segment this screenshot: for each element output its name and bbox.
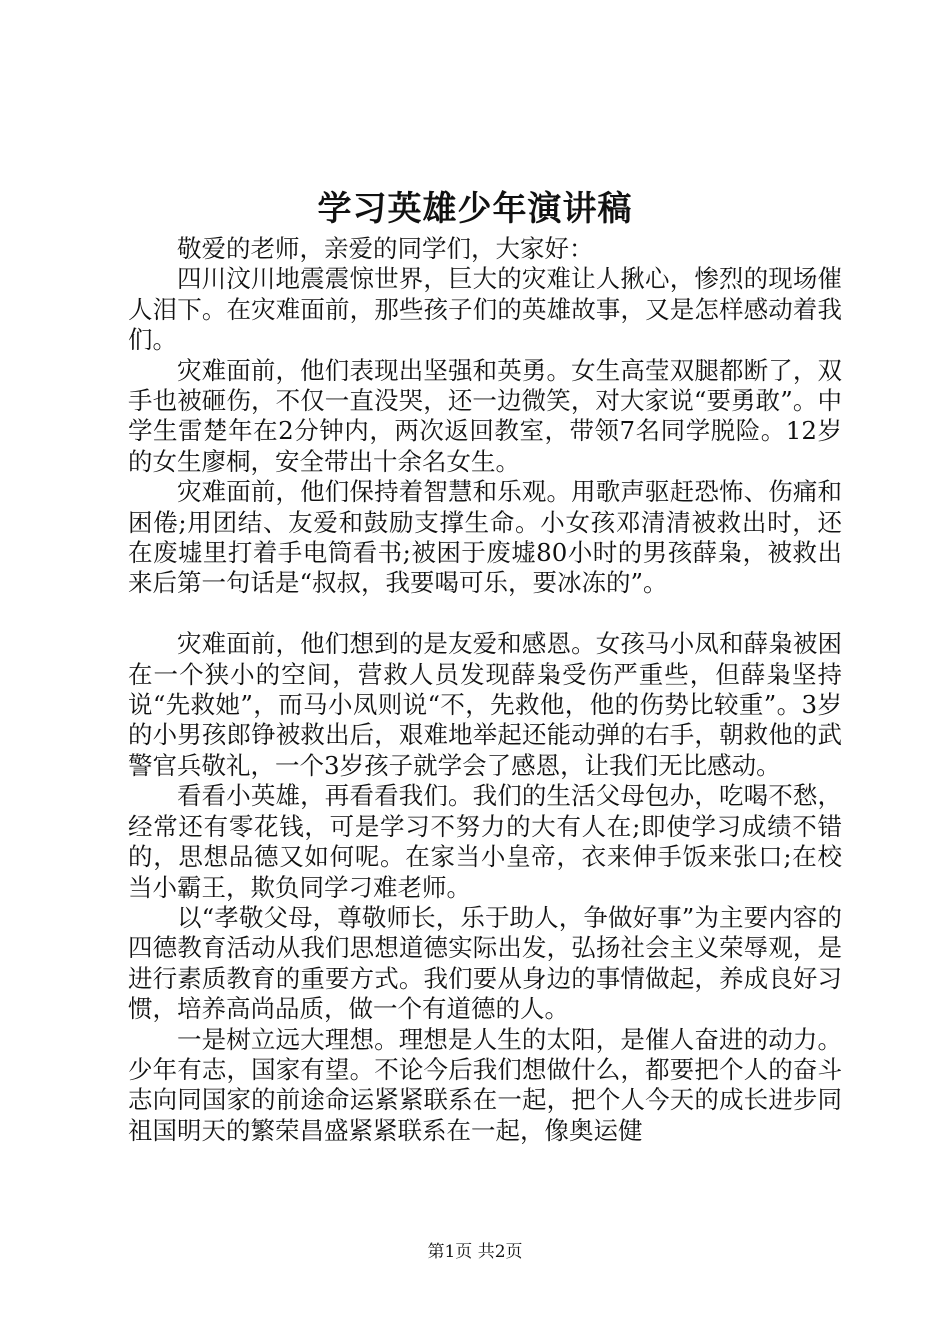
- document-body: [128, 234, 842, 1146]
- document-title: 学习英雄少年演讲稿: [317, 189, 633, 229]
- paragraph-ideals: 一是树立远大理想。理想是人生的太阳，是催人奋进的动力。少年有志，国家有望。不论今后我们想做什么，都要把个人的奋斗志向同国家的前途命运紧紧联系在一起，把个人今天的成长进步同祖国明天的繁荣昌盛紧紧联系在一起，像奥运健: [128, 1024, 842, 1145]
- paragraph-earthquake: 四川汶川地震震惊世界，巨大的灾难让人揪心，惨烈的现场催人泪下。在灾难面前，那些孩子们的英雄故事，又是怎样感动着我们。: [128, 264, 842, 355]
- paragraph-wisdom: 灾难面前，他们保持着智慧和乐观。用歌声驱赶恐怖、伤痛和困倦;用团结、友爱和鼓励支撑生命。小女孩邓清清被救出时，还在废墟里打着手电筒看书;被困于废墟80小时的男孩薛枭，被救出来后第一句话是“叔叔，我要喝可乐，要冰冻的”。: [128, 477, 842, 598]
- paragraph-brave: 灾难面前，他们表现出坚强和英勇。女生高莹双腿都断了，双手也被砸伤，不仅一直没哭，还一边微笑，对大家说“要勇敢”。中学生雷楚年在2分钟内，两次返回教室，带领7名同学脱险。12岁的女生廖桐，安全带出十余名女生。: [128, 355, 842, 476]
- paragraph-four-virtues: 以“孝敬父母，尊敬师长，乐于助人，争做好事”为主要内容的四德教育活动从我们思想道德实际出发，弘扬社会主义荣辱观，是进行素质教育的重要方式。我们要从身边的事情做起，养成良好习惯，培养高尚品质，做一个有道德的人。: [128, 902, 842, 1024]
- paragraph-compare: 看看小英雄，再看看我们。我们的生活父母包办，吃喝不愁，经常还有零花钱，可是学习不努力的大有人在;即使学习成绩不错的，思想品德又如何呢。在家当小皇帝，衣来伸手饭来张口;在校当小霸王，欺负同学刁难老师。: [128, 781, 842, 902]
- page-footer: 第1页 共2页: [427, 1242, 523, 1262]
- paragraph-greeting: 敬爱的老师，亲爱的同学们，大家好：: [177, 234, 594, 263]
- paragraph-gratitude: 灾难面前，他们想到的是友爱和感恩。女孩马小凤和薛枭被困在一个狭小的空间，营救人员发现薛枭受伤严重些，但薛枭坚持说“先救她”，而马小凤则说“不，先救他，他的伤势比较重”。3岁的小男孩郎铮被救出后，艰难地举起还能动弹的右手，朝救他的武警官兵敬礼，一个3岁孩子就学会了感恩，让我们无比感动。: [128, 629, 842, 780]
